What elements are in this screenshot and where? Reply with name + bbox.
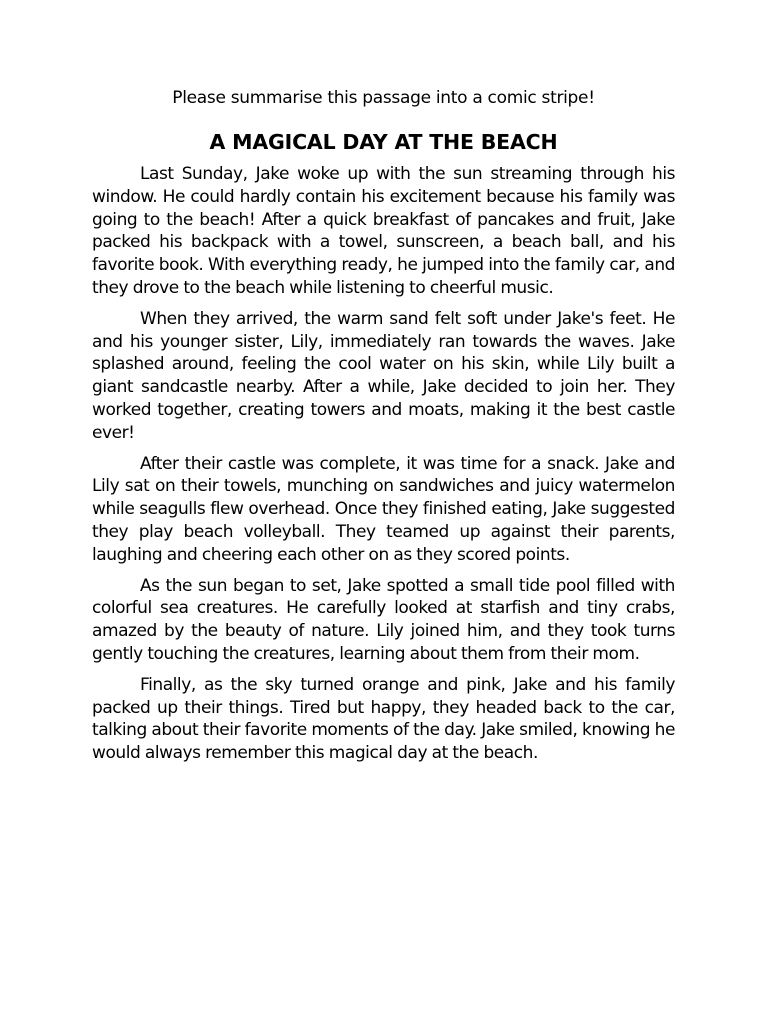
- document-page: [92, 86, 675, 773]
- paragraph-2: When they arrived, the warm sand felt soft under Jake's feet. He and his younger sister, Lily, immediately ran towards the waves. Jake splashed around, feeling the cool water on his skin, while Lily built a giant sandcastle nearby. After a while, Jake decided to join her. They worked together, creating towers and moats, making it the best castle ever!: [92, 308, 675, 443]
- instruction-text: Please summarise this passage into a comic stripe!: [172, 88, 595, 108]
- paragraph-4: As the sun began to set, Jake spotted a small tide pool filled with colorful sea creatures. He carefully looked at starfish and tiny crabs, amazed by the beauty of nature. Lily joined him, and they took turns gently touching the creatures, learning about them from their mom.: [92, 575, 675, 664]
- paragraph-3: After their castle was complete, it was time for a snack. Jake and Lily sat on their towels, munching on sandwiches and juicy watermelon while seagulls flew overhead. Once they finished eating, Jake suggested they play beach volleyball. They teamed up against their parents, laughing and cheering each other on as they scored points.: [92, 453, 675, 565]
- passage-title: A MAGICAL DAY AT THE BEACH: [209, 130, 558, 154]
- paragraph-1: Last Sunday, Jake woke up with the sun streaming through his window. He could hardly contain his excitement because his family was going to the beach! After a quick breakfast of pancakes and fruit, Jake packed his backpack with a towel, sunscreen, a beach ball, and his favorite book. With everything ready, he jumped into the family car, and they drove to the beach while listening to cheerful music.: [92, 164, 675, 298]
- paragraph-5: Finally, as the sky turned orange and pink, Jake and his family packed up their things. Tired but happy, they headed back to the car, talking about their favorite moments of the day. Jake smiled, knowing he would always remember this magical day at the beach.: [92, 674, 675, 764]
